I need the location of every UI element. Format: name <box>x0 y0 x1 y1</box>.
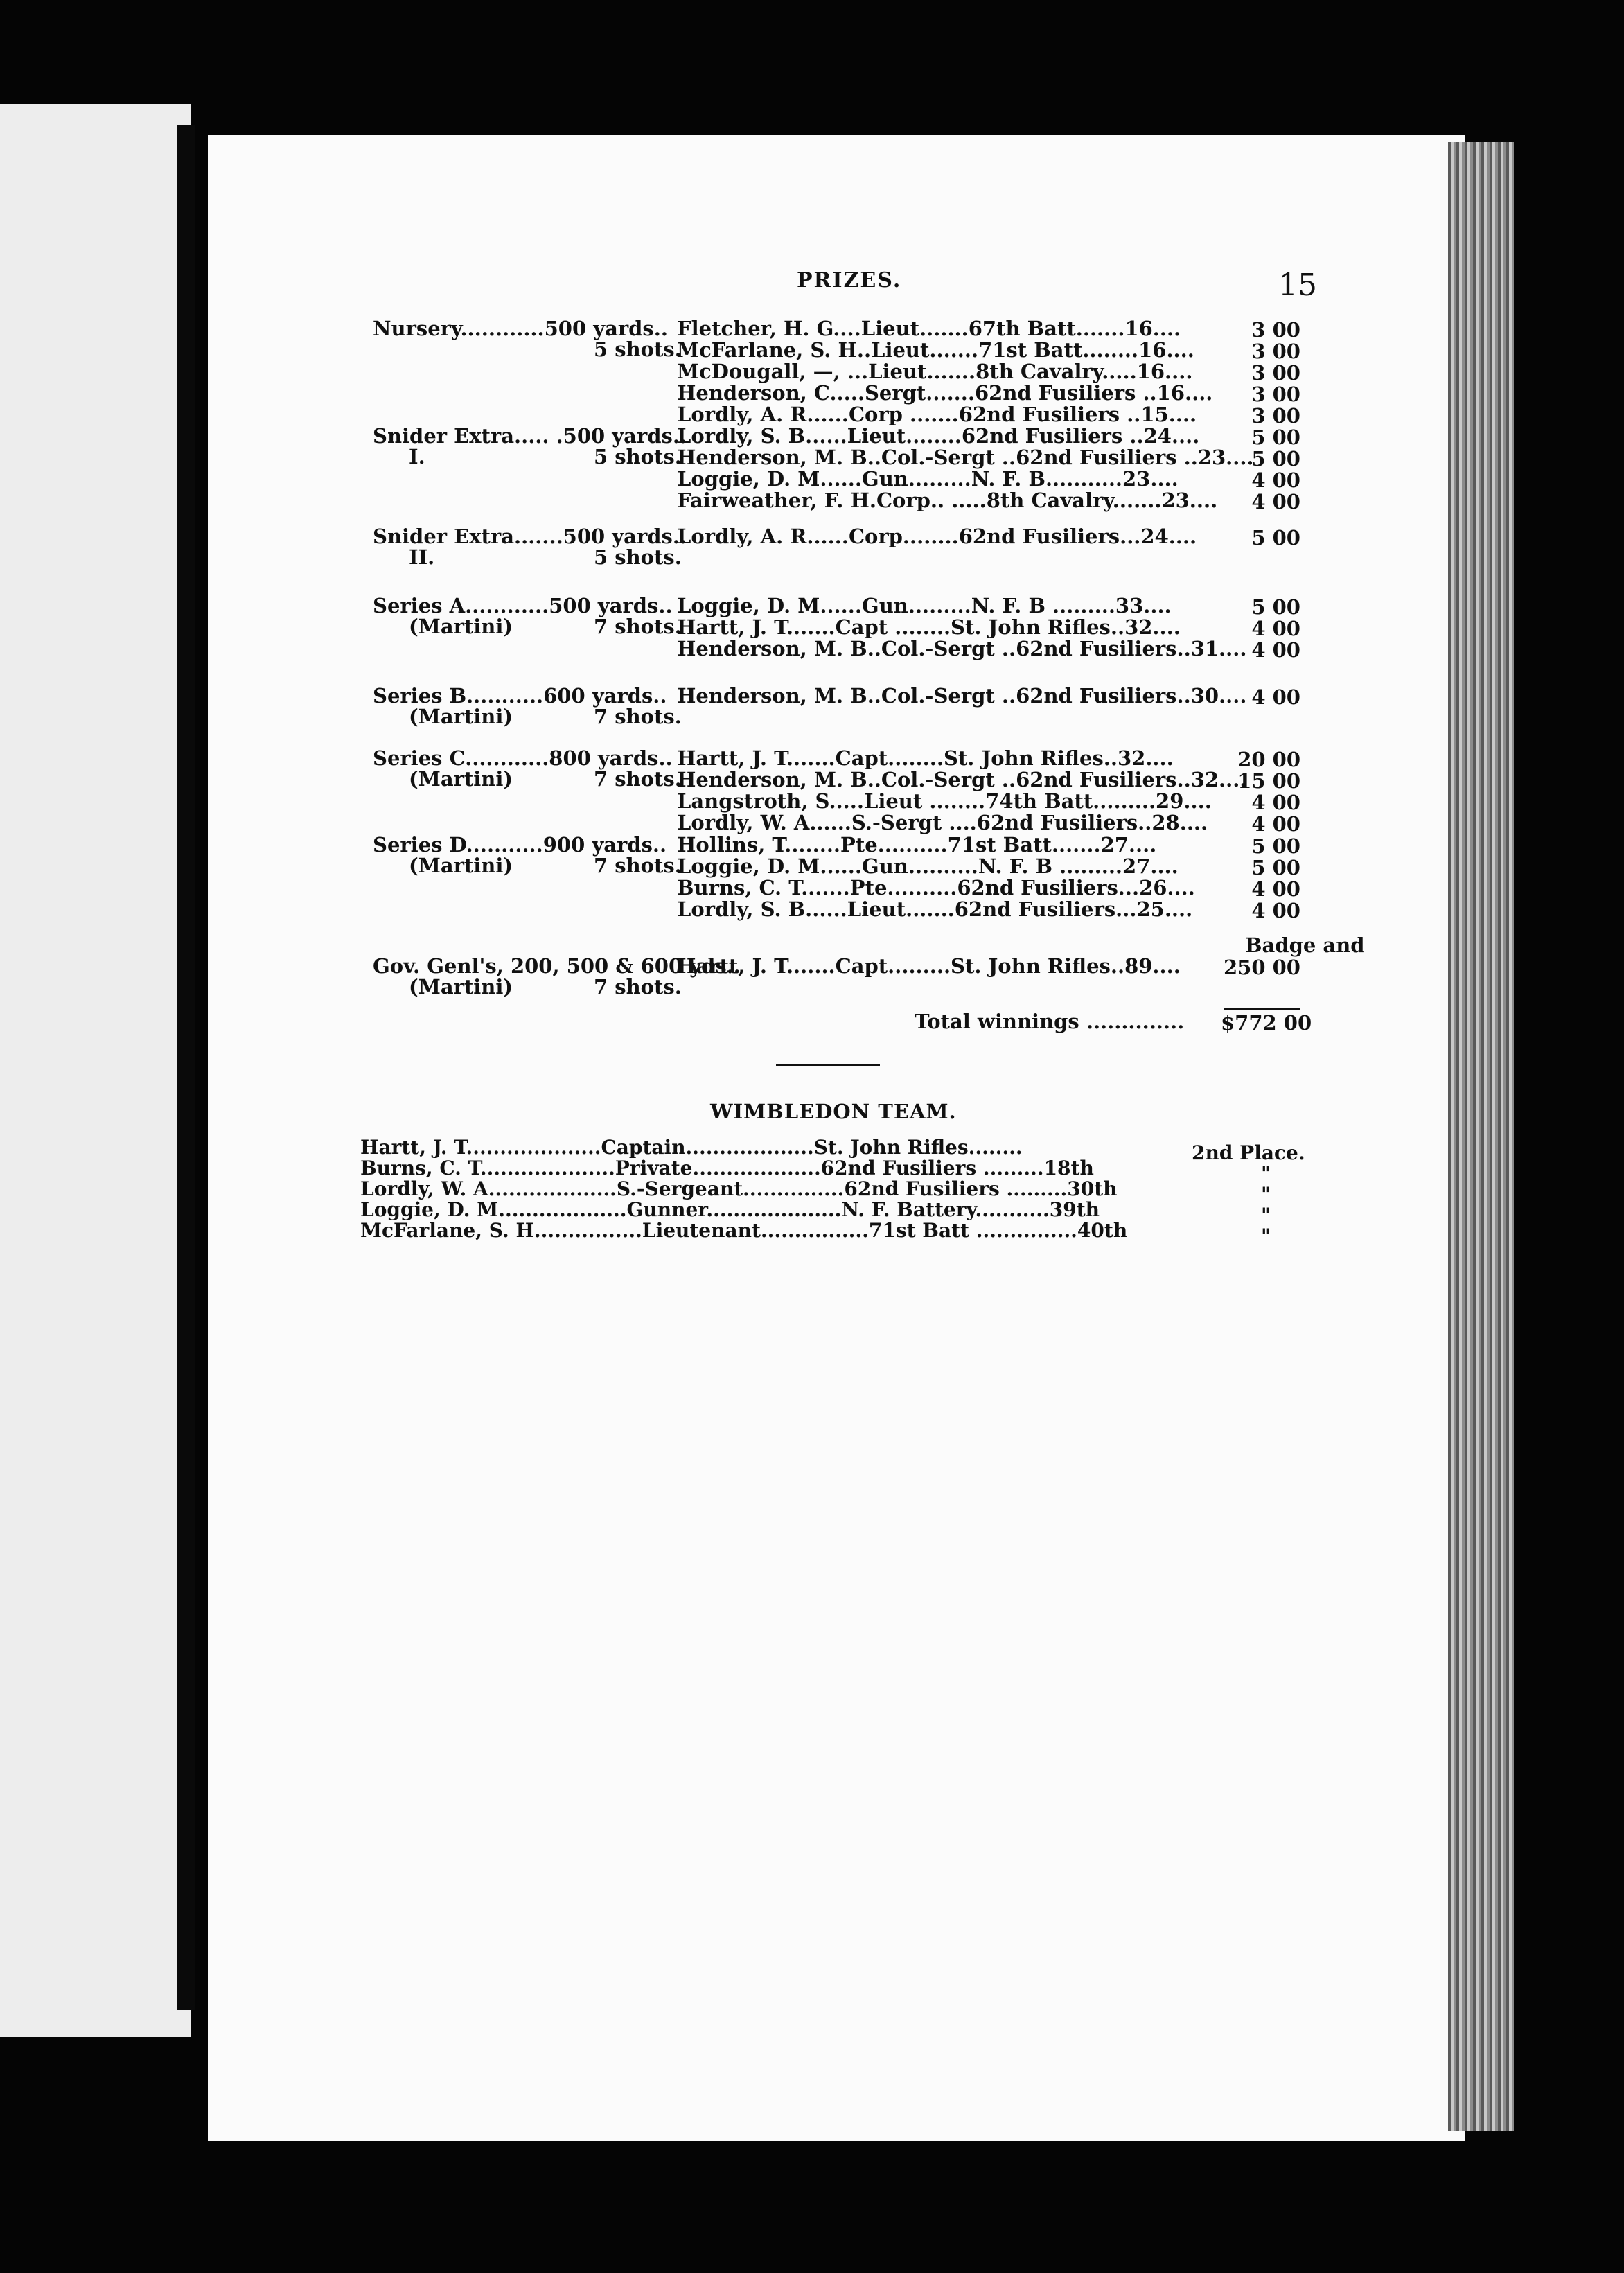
winner-entry: Henderson, M. B..Col.-Sergt ..62nd Fusiliers ..23.... <box>677 446 1254 469</box>
page-stack-edge <box>1448 142 1514 2131</box>
prize-amount: 4 00 <box>1251 685 1300 709</box>
prize-event-sublabel: (Martini) <box>409 975 513 999</box>
winner-entry: Henderson, M. B..Col.-Sergt ..62nd Fusiliers..32.... <box>677 768 1247 791</box>
prize-amount: 5 00 <box>1251 834 1300 858</box>
section-divider <box>776 1064 880 1066</box>
winner-entry: Lordly, A. R......Corp .......62nd Fusiliers ..15.... <box>677 403 1197 426</box>
wimbledon-row: Loggie, D. M...................Gunner....................N. F. Battery...........39th <box>360 1198 1100 1221</box>
prize-event-sublabel: (Martini) <box>409 854 513 877</box>
winner-entry: Loggie, D. M......Gun.........N. F. B...........23.... <box>677 467 1179 491</box>
winner-entry: Langstroth, S.....Lieut ........74th Batt.........29.... <box>677 789 1212 813</box>
prize-event-label: Snider Extra..... .500 yards.. <box>373 424 687 448</box>
prize-event-label: Nursery............500 yards.. <box>373 317 668 340</box>
prize-amount: 250 00 <box>1224 956 1300 979</box>
badge-label: Badge and <box>1245 933 1365 957</box>
prize-amount: 3 00 <box>1251 383 1300 406</box>
prize-amount: 4 00 <box>1251 638 1300 662</box>
total-rule <box>1224 1008 1300 1010</box>
winner-entry: Burns, C. T.......Pte..........62nd Fusiliers...26.... <box>677 876 1195 899</box>
prize-event-sublabel: I. <box>409 445 425 468</box>
winner-entry: McDougall, —, ...Lieut.......8th Cavalry.....16.... <box>677 360 1193 383</box>
prize-amount: 3 00 <box>1251 340 1300 363</box>
page-number: 15 <box>1278 267 1317 303</box>
prize-event-label: Series A............500 yards.. <box>373 594 673 617</box>
wimbledon-place: " <box>1261 1225 1271 1247</box>
wimbledon-row: McFarlane, S. H................Lieutenant................71st Batt ...............40th <box>360 1219 1128 1242</box>
winner-entry: Lordly, A. R......Corp........62nd Fusiliers...24.... <box>677 525 1197 548</box>
prize-shots: 7 shots. <box>594 705 682 728</box>
winner-entry: Loggie, D. M......Gun..........N. F. B .........27.... <box>677 854 1179 878</box>
winner-entry: Henderson, M. B..Col.-Sergt ..62nd Fusiliers..30.... <box>677 684 1247 708</box>
total-winnings-label: Total winnings .............. <box>915 1010 1185 1033</box>
prize-amount: 4 00 <box>1251 899 1300 922</box>
wimbledon-place: " <box>1261 1162 1271 1185</box>
prize-amount: 4 00 <box>1251 617 1300 640</box>
winner-entry: Fairweather, F. H.Corp.. .....8th Cavalry.......23.... <box>677 489 1218 512</box>
prize-event-label: Series C............800 yards.. <box>373 746 673 770</box>
prize-amount: 5 00 <box>1251 526 1300 550</box>
prize-shots: 7 shots. <box>594 854 682 877</box>
wimbledon-place: " <box>1261 1204 1271 1227</box>
prize-amount: 5 00 <box>1251 856 1300 879</box>
winner-entry: McFarlane, S. H..Lieut.......71st Batt........16.... <box>677 338 1194 362</box>
winner-entry: Fletcher, H. G....Lieut.......67th Batt.......16.... <box>677 317 1181 340</box>
prize-amount: 4 00 <box>1251 791 1300 814</box>
winner-entry: Lordly, W. A......S.-Sergt ....62nd Fusiliers..28.... <box>677 811 1208 834</box>
winner-entry: Loggie, D. M......Gun.........N. F. B .........33.... <box>677 594 1172 617</box>
prize-amount: 15 00 <box>1237 769 1300 793</box>
prize-event-label: Gov. Genl's, 200, 500 & 600 yds.. <box>373 954 741 978</box>
prize-amount: 4 00 <box>1251 812 1300 836</box>
wimbledon-title: WIMBLEDON TEAM. <box>710 1100 957 1123</box>
prize-shots: 7 shots. <box>594 767 682 791</box>
winner-entry: Lordly, S. B......Lieut.......62nd Fusiliers...25.... <box>677 897 1193 921</box>
prize-event-sublabel: (Martini) <box>409 615 513 638</box>
total-winnings-amount: $772 00 <box>1221 1011 1312 1035</box>
prize-amount: 3 00 <box>1251 318 1300 342</box>
winner-entry: Henderson, C.....Sergt.......62nd Fusiliers ..16.... <box>677 381 1213 405</box>
winner-entry: Hartt, J. T.......Capt........St. John Rifles..32.... <box>677 746 1174 770</box>
wimbledon-row: Burns, C. T....................Private...................62nd Fusiliers .........18th <box>360 1157 1094 1179</box>
prize-amount: 5 00 <box>1251 425 1300 449</box>
prize-event-label: Series B...........600 yards.. <box>373 684 667 708</box>
wimbledon-place: 2nd Place. <box>1192 1141 1305 1164</box>
prize-event-sublabel: (Martini) <box>409 767 513 791</box>
prize-event-sublabel: II. <box>409 545 435 569</box>
prize-event-label: Snider Extra.......500 yards.. <box>373 525 687 548</box>
prize-amount: 4 00 <box>1251 490 1300 514</box>
wimbledon-row: Lordly, W. A...................S.-Sergeant...............62nd Fusiliers .........30th <box>360 1177 1118 1200</box>
prize-amount: 4 00 <box>1251 468 1300 492</box>
binding-shadow <box>177 125 195 2010</box>
prize-shots: 5 shots. <box>594 337 682 361</box>
prize-shots: 7 shots. <box>594 615 682 638</box>
winner-entry: Hollins, T........Pte..........71st Batt.......27.... <box>677 833 1157 857</box>
prize-shots: 5 shots. <box>594 445 682 468</box>
prize-amount: 20 00 <box>1237 748 1300 771</box>
winner-entry: Hartt, J. T.......Capt.........St. John Rifles..89.... <box>677 954 1181 978</box>
prize-amount: 3 00 <box>1251 361 1300 385</box>
prize-amount: 4 00 <box>1251 877 1300 901</box>
facing-page-edge <box>0 104 191 2037</box>
prize-shots: 5 shots. <box>594 545 682 569</box>
winner-entry: Henderson, M. B..Col.-Sergt ..62nd Fusiliers..31.... <box>677 637 1247 660</box>
prize-amount: 5 00 <box>1251 595 1300 619</box>
book-page <box>208 135 1465 2141</box>
winner-entry: Lordly, S. B......Lieut........62nd Fusiliers ..24.... <box>677 424 1200 448</box>
prize-shots: 7 shots. <box>594 975 682 999</box>
prize-amount: 5 00 <box>1251 447 1300 471</box>
wimbledon-row: Hartt, J. T....................Captain...................St. John Rifles........ <box>360 1136 1023 1159</box>
wimbledon-place: " <box>1261 1183 1271 1206</box>
prize-amount: 3 00 <box>1251 404 1300 428</box>
running-head: PRIZES. <box>797 268 902 292</box>
prize-event-sublabel: (Martini) <box>409 705 513 728</box>
prize-event-label: Series D...........900 yards.. <box>373 833 667 857</box>
winner-entry: Hartt, J. T.......Capt ........St. John Rifles..32.... <box>677 615 1181 639</box>
